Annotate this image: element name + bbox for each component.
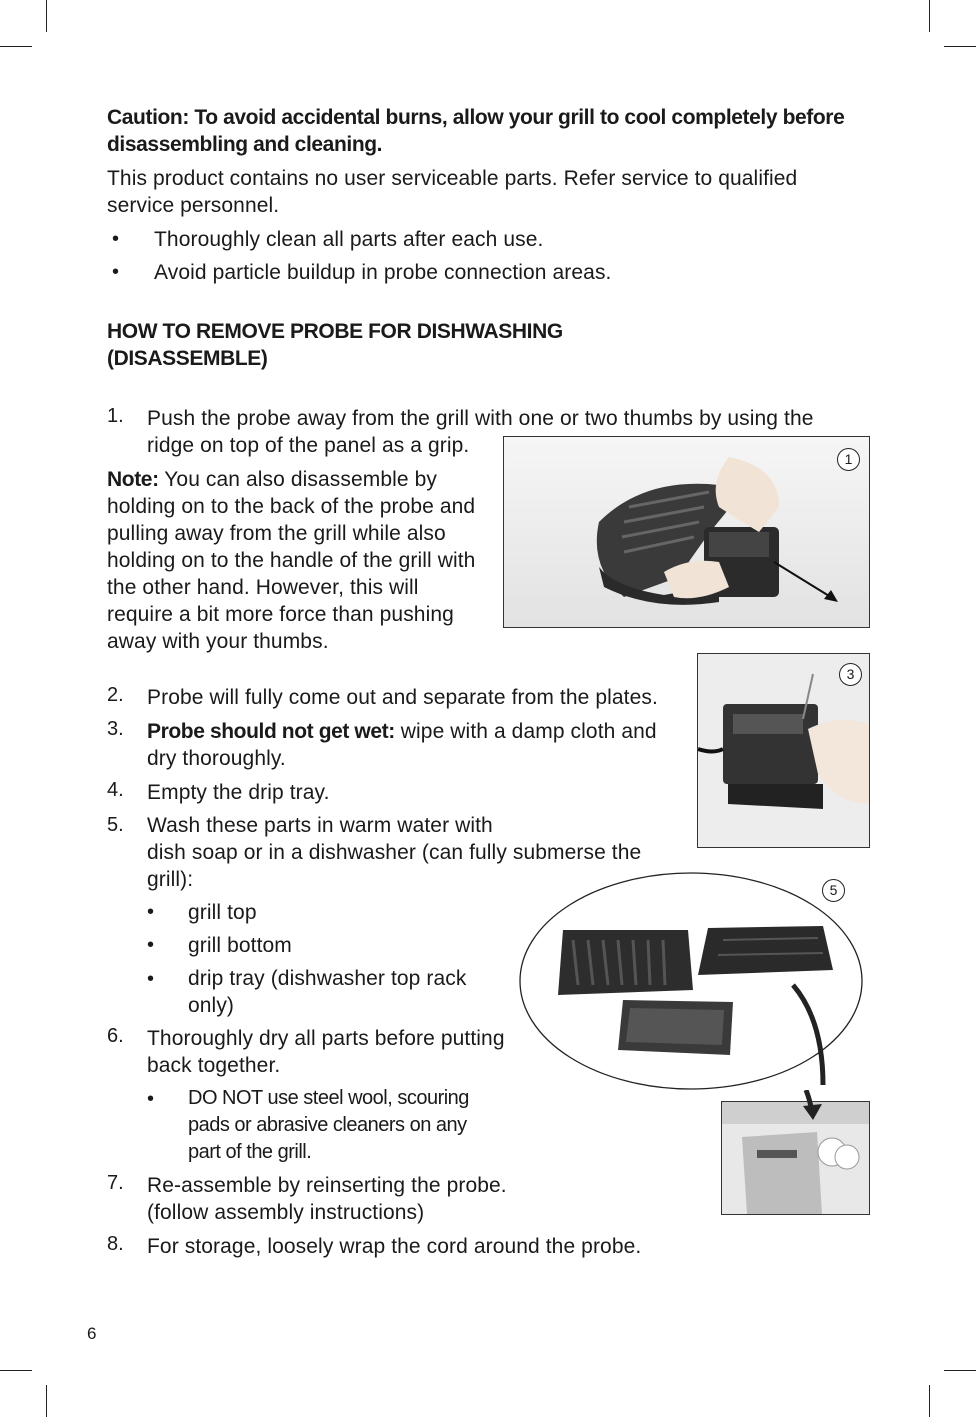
figure-wipe-probe-photo: [697, 653, 870, 848]
step-text: (follow assembly instructions): [147, 1201, 425, 1224]
step-text: Push the probe away from the grill with one or two thumbs by using the ridge on top of the panel as a grip.: [147, 407, 814, 457]
intro-bullet: Thoroughly clean all parts after each use.: [154, 228, 544, 251]
step-number: 8.: [107, 1233, 124, 1255]
crop-mark: [46, 0, 47, 32]
step-number: 7.: [107, 1172, 124, 1194]
step-text: dish soap or in a dishwasher (can fully submerse the grill):: [147, 841, 642, 891]
grill-hands-illustration: [504, 437, 869, 627]
note-text: You can also disassemble by holding on to the back of the probe and pulling away from the grill while also holding on to the handle of the grill with the other hand. However, this will require a bit more force than pushing away with your thumbs.: [107, 468, 476, 653]
section-heading: (DISASSEMBLE): [107, 347, 268, 370]
figure-number-badge: 3: [839, 663, 862, 686]
bullet-dot: •: [112, 261, 120, 283]
intro-bullet: Avoid particle buildup in probe connection areas.: [154, 261, 612, 284]
section-heading: HOW TO REMOVE PROBE FOR DISHWASHING: [107, 320, 563, 343]
part-item: drip tray (dishwasher top rack only): [188, 967, 467, 1017]
figure-probe-removal-photo: [503, 436, 870, 628]
crop-mark: [0, 1370, 32, 1371]
step-warning-text: wipe with a damp cloth and dry thoroughly.: [147, 720, 657, 770]
step-number: 4.: [107, 779, 124, 801]
step-text: Thoroughly dry all parts before putting back together.: [147, 1027, 505, 1077]
crop-mark: [46, 1385, 47, 1417]
down-arrow-icon: [800, 1090, 840, 1120]
note-label: Note:: [107, 468, 159, 491]
step-number: 5.: [107, 814, 124, 836]
intro-text: This product contains no user serviceable parts. Refer service to qualified service personnel.: [107, 167, 798, 217]
step-text: Probe will fully come out and separate from the plates.: [147, 686, 658, 709]
figure-number-badge: 1: [837, 448, 860, 471]
crop-mark: [944, 1370, 976, 1371]
caution-text: Caution: To avoid accidental burns, allow your grill to cool completely before disassembling and cleaning.: [107, 106, 845, 156]
note-paragraph: [107, 466, 485, 655]
step-text: Empty the drip tray.: [147, 781, 330, 804]
bullet-dot: •: [147, 968, 155, 990]
bullet-dot: •: [147, 1088, 155, 1110]
step-text: Re-assemble by reinserting the probe.: [147, 1174, 507, 1197]
figure-dishwasher-photo: [721, 1101, 870, 1215]
crop-mark: [944, 46, 976, 47]
bullet-dot: •: [112, 228, 120, 250]
step-text: [147, 718, 677, 772]
crop-mark: [929, 0, 930, 32]
part-item: grill bottom: [188, 934, 292, 957]
step-warning-label: Probe should not get wet:: [147, 720, 395, 743]
step-text: For storage, loosely wrap the cord around the probe.: [147, 1235, 642, 1258]
step-number: 6.: [107, 1025, 124, 1047]
figure-grill-parts-oval: [518, 870, 868, 1095]
bullet-dot: •: [147, 901, 155, 923]
step-text: Wash these parts in warm water with: [147, 814, 493, 837]
step-number: 2.: [107, 684, 124, 706]
step-number: 1.: [107, 405, 124, 427]
crop-mark: [929, 1385, 930, 1417]
figure-number-badge: 5: [822, 879, 845, 902]
grill-parts-illustration: [518, 870, 868, 1095]
crop-mark: [0, 46, 32, 47]
dishwasher-illustration: [722, 1102, 869, 1214]
warning-item: DO NOT use steel wool, scouring pads or abrasive cleaners on any part of the grill.: [188, 1087, 469, 1163]
step-number: 3.: [107, 718, 124, 740]
page-number: 6: [87, 1324, 97, 1343]
bullet-dot: •: [147, 934, 155, 956]
part-item: grill top: [188, 901, 257, 924]
